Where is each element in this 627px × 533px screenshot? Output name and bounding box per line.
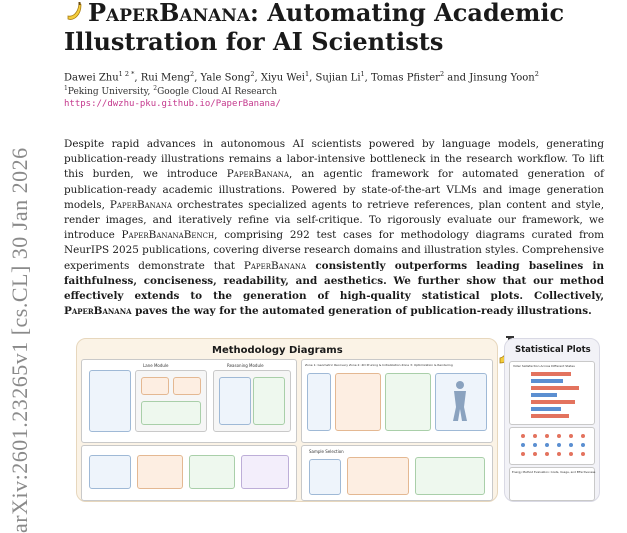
title-rest: : Automating Academic Illustration for AI Scientists (64, 0, 565, 56)
author-list: Dawei Zhu$^{1 2 *}$, Rui Meng$^2$, Yale Song$^2$, Xiyu Wei$^1$, Sujian Li$^1$, Tomas Pfister$^2$ and Jinsung Yoon$^2$ (64, 70, 539, 84)
methodology-panel (76, 338, 498, 502)
banana-logo-icon (64, 1, 84, 23)
lane-sub-2 (173, 377, 201, 395)
zone-2 (385, 373, 431, 431)
stats-title: Statistical Plots (515, 345, 591, 355)
lane-sub-3 (141, 401, 201, 425)
title-name: PaperBanana (88, 0, 251, 27)
affiliations: $^1$Peking University, $^2$Google Cloud AI Research (64, 85, 278, 97)
graph-input (89, 455, 131, 489)
graph-objective (241, 455, 289, 489)
reasoning-sub-2 (253, 377, 285, 425)
dot-marks (513, 431, 591, 459)
methodology-title: Methodology Diagrams (212, 345, 343, 356)
paper-title (64, 0, 584, 56)
reasoning-module-label: Reasoning Module (227, 363, 264, 368)
reasoning-sub-1 (219, 377, 251, 425)
graph-encoder (137, 455, 183, 489)
teaser-figure (64, 335, 604, 500)
module-b (415, 457, 485, 495)
sample-selection-label: Sample Selection (309, 449, 344, 454)
zone-input (307, 373, 331, 431)
sample-input (309, 459, 341, 495)
input-block (89, 370, 131, 432)
arxiv-identifier: arXiv:2601.23265v1 [cs.CL] 30 Jan 2026 (7, 147, 32, 533)
graph-sampler (189, 455, 235, 489)
abstract: Despite rapid advances in autonomous AI scientists powered by language models, generating publication-ready illustrations remains a labor-intensive bottleneck in the research workflow. To lift this burden, we introduce PaperBanana, an agentic framework for automated generation of publication-ready academic illustrations. Powered by state-of-the-art VLMs and image generation models, PaperBanana orchestrates specialized agents to retrieve references, plan content and style, render images, and iteratively refine via self-critique. To rigorously evaluate our framework, we introduce PaperBananaBench, comprising 292 test cases for methodology diagrams curated from NeurIPS 2025 publications, covering diverse research domains and illustration styles. Comprehensive experiments demonstrate that PaperBanana consistently outperforms leading baselines in faithfulness, conciseness, readability, and aesthetics. We further show that our method effectively extends to the generation of high-quality statistical plots. Collectively, PaperBanana paves the way for the automated generation of publication-ready illustrations. (64, 138, 605, 318)
project-link[interactable]: https://dwzhu-pku.github.io/PaperBanana/ (64, 99, 281, 109)
bar-marks (513, 370, 591, 420)
energy-plot-title: Energy Method Evaluation: Costs, Usage, and Effectiveness (512, 470, 596, 474)
lane-module-label: Lane Module (143, 363, 169, 368)
statistical-plots-panel (504, 338, 600, 502)
zone-1 (335, 373, 381, 431)
voter-plot-title: Voter Satisfaction Across Different States (513, 364, 575, 368)
lane-sub-1 (141, 377, 169, 395)
person-figure-icon (445, 379, 475, 423)
zones-label: Zone 1: Geometric Recovery Zone 2: 4D Pruning & Initialization Zone 3: Optimization & Rendering (305, 363, 453, 367)
module-a (347, 457, 409, 495)
